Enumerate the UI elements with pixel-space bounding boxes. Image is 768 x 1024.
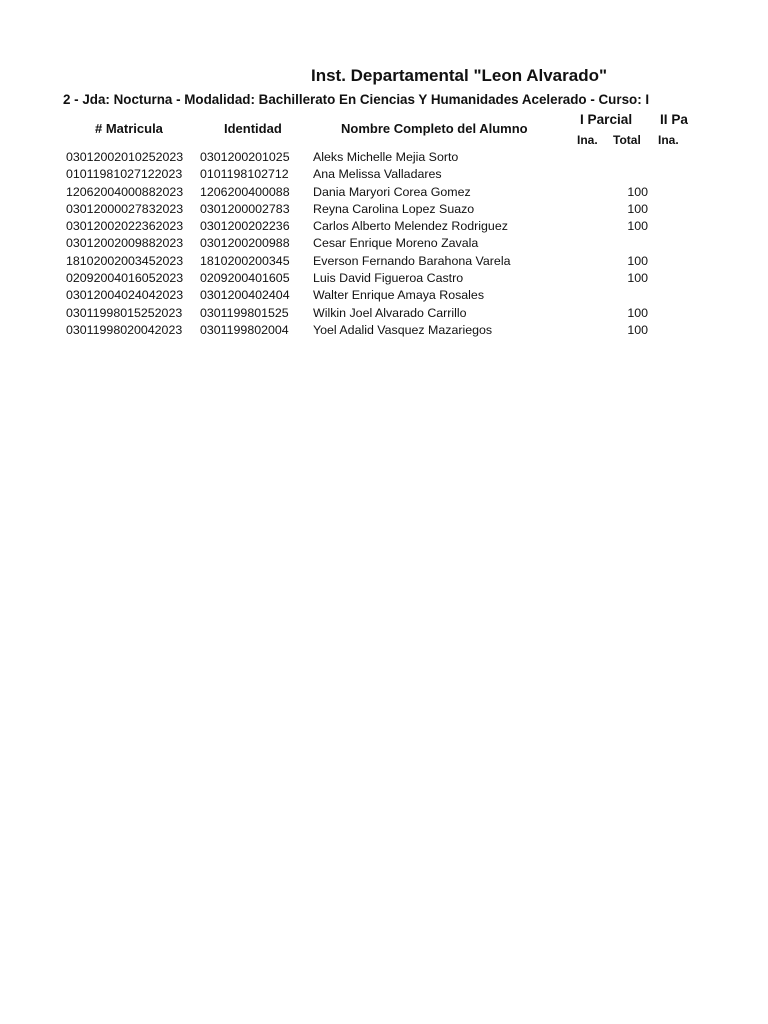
cell-matricula: 03011998020042023 bbox=[66, 322, 183, 337]
table-row bbox=[0, 149, 768, 166]
document-title: Inst. Departamental "Leon Alvarado" bbox=[310, 66, 608, 85]
cell-identidad: 0301200002783 bbox=[200, 201, 290, 216]
cell-total-parcial-1: 100 bbox=[627, 201, 648, 216]
cell-nombre: Yoel Adalid Vasquez Mazariegos bbox=[313, 322, 493, 337]
cell-matricula: 02092004016052023 bbox=[66, 271, 184, 286]
cell-identidad: 0301200201025 bbox=[200, 150, 290, 164]
column-header-identidad: Identidad bbox=[224, 121, 282, 136]
cell-nombre: Carlos Alberto Melendez Rodriguez bbox=[313, 219, 508, 234]
cell-matricula: 03012004024042023 bbox=[66, 288, 184, 303]
cell-matricula: 03012002009882023 bbox=[66, 236, 184, 251]
cell-matricula: 03012000027832023 bbox=[66, 201, 184, 216]
table-row bbox=[0, 322, 768, 339]
cell-identidad: 1206200400088 bbox=[200, 184, 290, 199]
cell-matricula: 01011981027122023 bbox=[66, 167, 183, 182]
cell-identidad: 0301200402404 bbox=[200, 288, 290, 303]
table-row bbox=[0, 218, 768, 235]
cell-total-parcial-1: 100 bbox=[627, 271, 648, 286]
cell-nombre: Reyna Carolina Lopez Suazo bbox=[313, 201, 475, 216]
cell-identidad: 0301199801525 bbox=[200, 305, 289, 320]
table-row bbox=[0, 270, 768, 287]
table-row bbox=[0, 184, 768, 201]
cell-nombre: Wilkin Joel Alvarado Carrillo bbox=[313, 305, 467, 320]
column-header-parcial-2: II Pa bbox=[660, 112, 688, 127]
table-row bbox=[0, 166, 768, 183]
cell-identidad: 0209200401605 bbox=[200, 271, 290, 286]
cell-nombre: Luis David Figueroa Castro bbox=[313, 271, 464, 286]
cell-matricula: 03012002022362023 bbox=[66, 219, 184, 234]
cell-matricula: 03011998015252023 bbox=[66, 305, 183, 320]
cell-matricula: 03012002010252023 bbox=[66, 150, 184, 164]
cell-nombre: Aleks Michelle Mejia Sorto bbox=[313, 150, 459, 164]
column-header-ina-2: Ina. bbox=[658, 133, 679, 147]
cell-nombre: Dania Maryori Corea Gomez bbox=[313, 184, 471, 199]
cell-total-parcial-1: 100 bbox=[627, 184, 648, 199]
cell-nombre: Walter Enrique Amaya Rosales bbox=[313, 288, 485, 303]
table-row bbox=[0, 305, 768, 322]
cell-nombre: Ana Melissa Valladares bbox=[313, 167, 442, 182]
column-header-parcial-1: I Parcial bbox=[580, 112, 633, 127]
cell-total-parcial-1: 100 bbox=[627, 322, 648, 337]
student-table-body bbox=[0, 149, 768, 339]
table-row bbox=[0, 201, 768, 218]
cell-matricula: 12062004000882023 bbox=[66, 184, 184, 199]
cell-nombre: Everson Fernando Barahona Varela bbox=[313, 253, 511, 268]
table-row bbox=[0, 287, 768, 304]
cell-identidad: 0301200202236 bbox=[200, 219, 290, 234]
column-header-total-1: Total bbox=[613, 133, 641, 147]
column-header-nombre: Nombre Completo del Alumno bbox=[341, 121, 528, 136]
cell-identidad: 0101198102712 bbox=[200, 167, 289, 182]
table-row bbox=[0, 253, 768, 270]
table-row bbox=[0, 235, 768, 252]
column-header-matricula: # Matricula bbox=[95, 121, 163, 136]
column-header-ina-1: Ina. bbox=[577, 133, 598, 147]
document-subtitle: 2 - Jda: Nocturna - Modalidad: Bachillerato En Ciencias Y Humanidades Acelerado - Curso: I bbox=[63, 92, 650, 107]
cell-total-parcial-1: 100 bbox=[627, 253, 648, 268]
cell-identidad: 0301200200988 bbox=[200, 236, 290, 251]
cell-total-parcial-1: 100 bbox=[627, 305, 648, 320]
cell-identidad: 1810200200345 bbox=[200, 253, 290, 268]
cell-matricula: 18102002003452023 bbox=[66, 253, 184, 268]
cell-nombre: Cesar Enrique Moreno Zavala bbox=[313, 236, 479, 251]
cell-total-parcial-1: 100 bbox=[627, 219, 648, 234]
cell-identidad: 0301199802004 bbox=[200, 322, 289, 337]
